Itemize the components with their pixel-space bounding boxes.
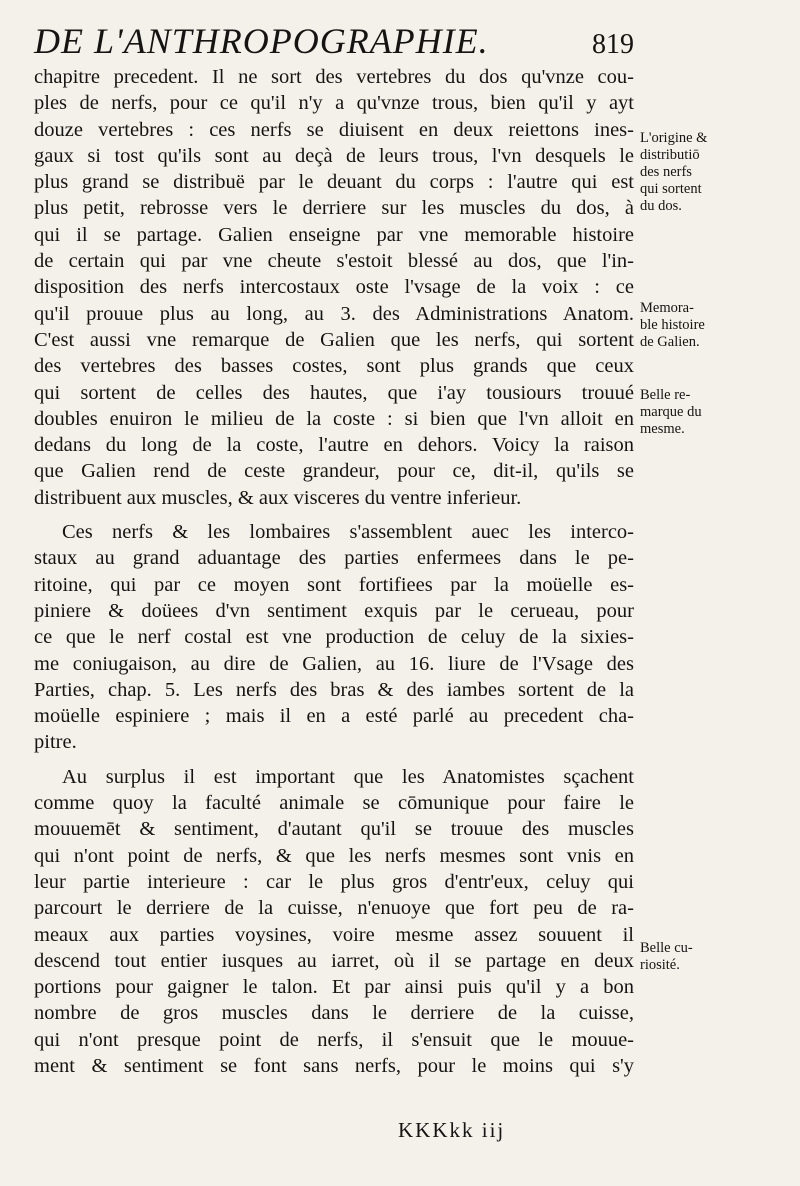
text-line: plus grand se distribuë par le deuant du corps : l'autre qui est [34, 171, 634, 194]
running-head [34, 20, 634, 62]
text-line: ritoine, qui par ce moyen sont fortifiees par la moüelle es- [34, 573, 634, 596]
page-number: 819 [592, 29, 634, 60]
text-line: disposition des nerfs intercostaux oste l'vsage de la voix : ce [34, 276, 634, 299]
text-line: moüelle espiniere ; mais il en a esté parlé au precedent cha- [34, 705, 634, 728]
margin-note-line: distributiō [640, 147, 700, 163]
text-line: qu'il prouue plus au long, au 3. des Administrations Anatom. [34, 302, 634, 325]
text-line: qui n'ont presque point de nerfs, il s'ensuit que le mouue- [34, 1028, 634, 1051]
margin-note-line: mesme. [640, 421, 685, 437]
text-line: Ces nerfs & les lombaires s'assemblent auec les interco- [62, 521, 634, 544]
text-line: ples de nerfs, pour ce qu'il n'y a qu'vnze trous, bien qu'il y ayt [34, 92, 634, 115]
margin-note-line: L'origine & [640, 130, 708, 146]
text-line: que Galien rend de ceste grandeur, pour ce, dit-il, qu'ils se [34, 460, 634, 483]
text-line: doubles enuiron le milieu de la coste : si bien que l'vn alloit en [34, 407, 634, 430]
text-line: meaux aux parties voysines, voire mesme assez souuent il [34, 923, 634, 946]
text-line: plus petit, rebrosse vers le derriere sur les muscles du dos, à [34, 197, 634, 220]
margin-note-line: Belle re- [640, 387, 691, 403]
main-text [34, 64, 634, 1079]
text-line: me coniugaison, au dire de Galien, au 16. liure de l'Vsage des [34, 652, 634, 675]
text-line: qui n'ont point de nerfs, & que les nerfs mesmes sont vnis en [34, 844, 634, 867]
text-line: douze vertebres : ces nerfs se diuisent en deux reiettons ines- [34, 118, 634, 141]
text-line: qui il se partage. Galien enseigne par vne memorable histoire [34, 223, 634, 246]
margin-note-line: marque du [640, 404, 702, 420]
text-line: parcourt le derriere de la cuisse, n'enuoye que fort peu de ra- [34, 897, 634, 920]
text-line: staux au grand aduantage des parties enfermees dans le pe- [34, 547, 634, 570]
paragraph [34, 764, 634, 1080]
running-head-title: DE L'ANTHROPOGRAPHIE. [34, 21, 489, 61]
text-line: leur partie interieure : car le plus gros d'entr'eux, celuy qui [34, 870, 634, 893]
text-line: C'est aussi vne remarque de Galien que les nerfs, qui sortent [34, 328, 634, 351]
paragraph [34, 64, 634, 511]
text-line: descend tout entier iusques au iarret, où il se partage en deux [34, 949, 634, 972]
text-line: Au surplus il est important que les Anatomistes sçachent [62, 765, 634, 788]
text-line: de certain qui par vne cheute s'estoit blessé au dos, que l'in- [34, 250, 634, 273]
margin-note-line: ble histoire [640, 317, 705, 333]
text-line: des vertebres des basses costes, sont plus grands que ceux [34, 355, 634, 378]
margin-note-line: du dos. [640, 198, 682, 214]
text-line: ment & sentiment se font sans nerfs, pour le moins qui s'y [34, 1054, 634, 1077]
text-line: distribuent aux muscles, & aux visceres du ventre inferieur. [34, 486, 522, 509]
margin-note-memorable [640, 300, 790, 351]
text-line: qui sortent de celles des hautes, que i'ay tousiours trouué [34, 381, 634, 404]
text-line: portions pour gaigner le talon. Et par ainsi puis qu'il y a bon [34, 976, 634, 999]
margin-note-origine [640, 130, 790, 215]
margin-note-curiosite [640, 940, 790, 974]
margin-note-line: riosité. [640, 957, 680, 973]
text-line: chapitre precedent. Il ne sort des vertebres du dos qu'vnze cou- [34, 66, 634, 88]
margin-note-line: qui sortent [640, 181, 702, 197]
margin-note-line: des nerfs [640, 164, 692, 180]
signature-mark: KKKkk iij [398, 1118, 506, 1142]
text-line: dedans du long de la coste, l'autre en dehors. Voicy la raison [34, 434, 634, 457]
text-line: mouuemēt & sentiment, d'autant qu'il se trouue des muscles [34, 818, 634, 841]
text-line: pitre. [34, 731, 77, 754]
text-line: nombre de gros muscles dans le derriere de la cuisse, [34, 1002, 634, 1025]
text-line: piniere & doüees d'vn sentiment exquis par le cerueau, pour [34, 599, 634, 622]
margin-note-line: Belle cu- [640, 940, 693, 956]
paragraph [34, 519, 634, 756]
margin-note-line: de Galien. [640, 334, 700, 350]
margin-note-remarque [640, 387, 790, 438]
text-line: gaux si tost qu'ils sont au deçà de leurs trous, l'vn desquels le [34, 144, 634, 167]
text-line: Parties, chap. 5. Les nerfs des bras & des iambes sortent de la [34, 678, 634, 701]
margin-note-line: Memora- [640, 300, 694, 316]
text-line: ce que le nerf costal est vne production de celuy de la sixies- [34, 626, 634, 649]
text-line: comme quoy la faculté animale se cōmunique pour faire le [34, 792, 634, 815]
